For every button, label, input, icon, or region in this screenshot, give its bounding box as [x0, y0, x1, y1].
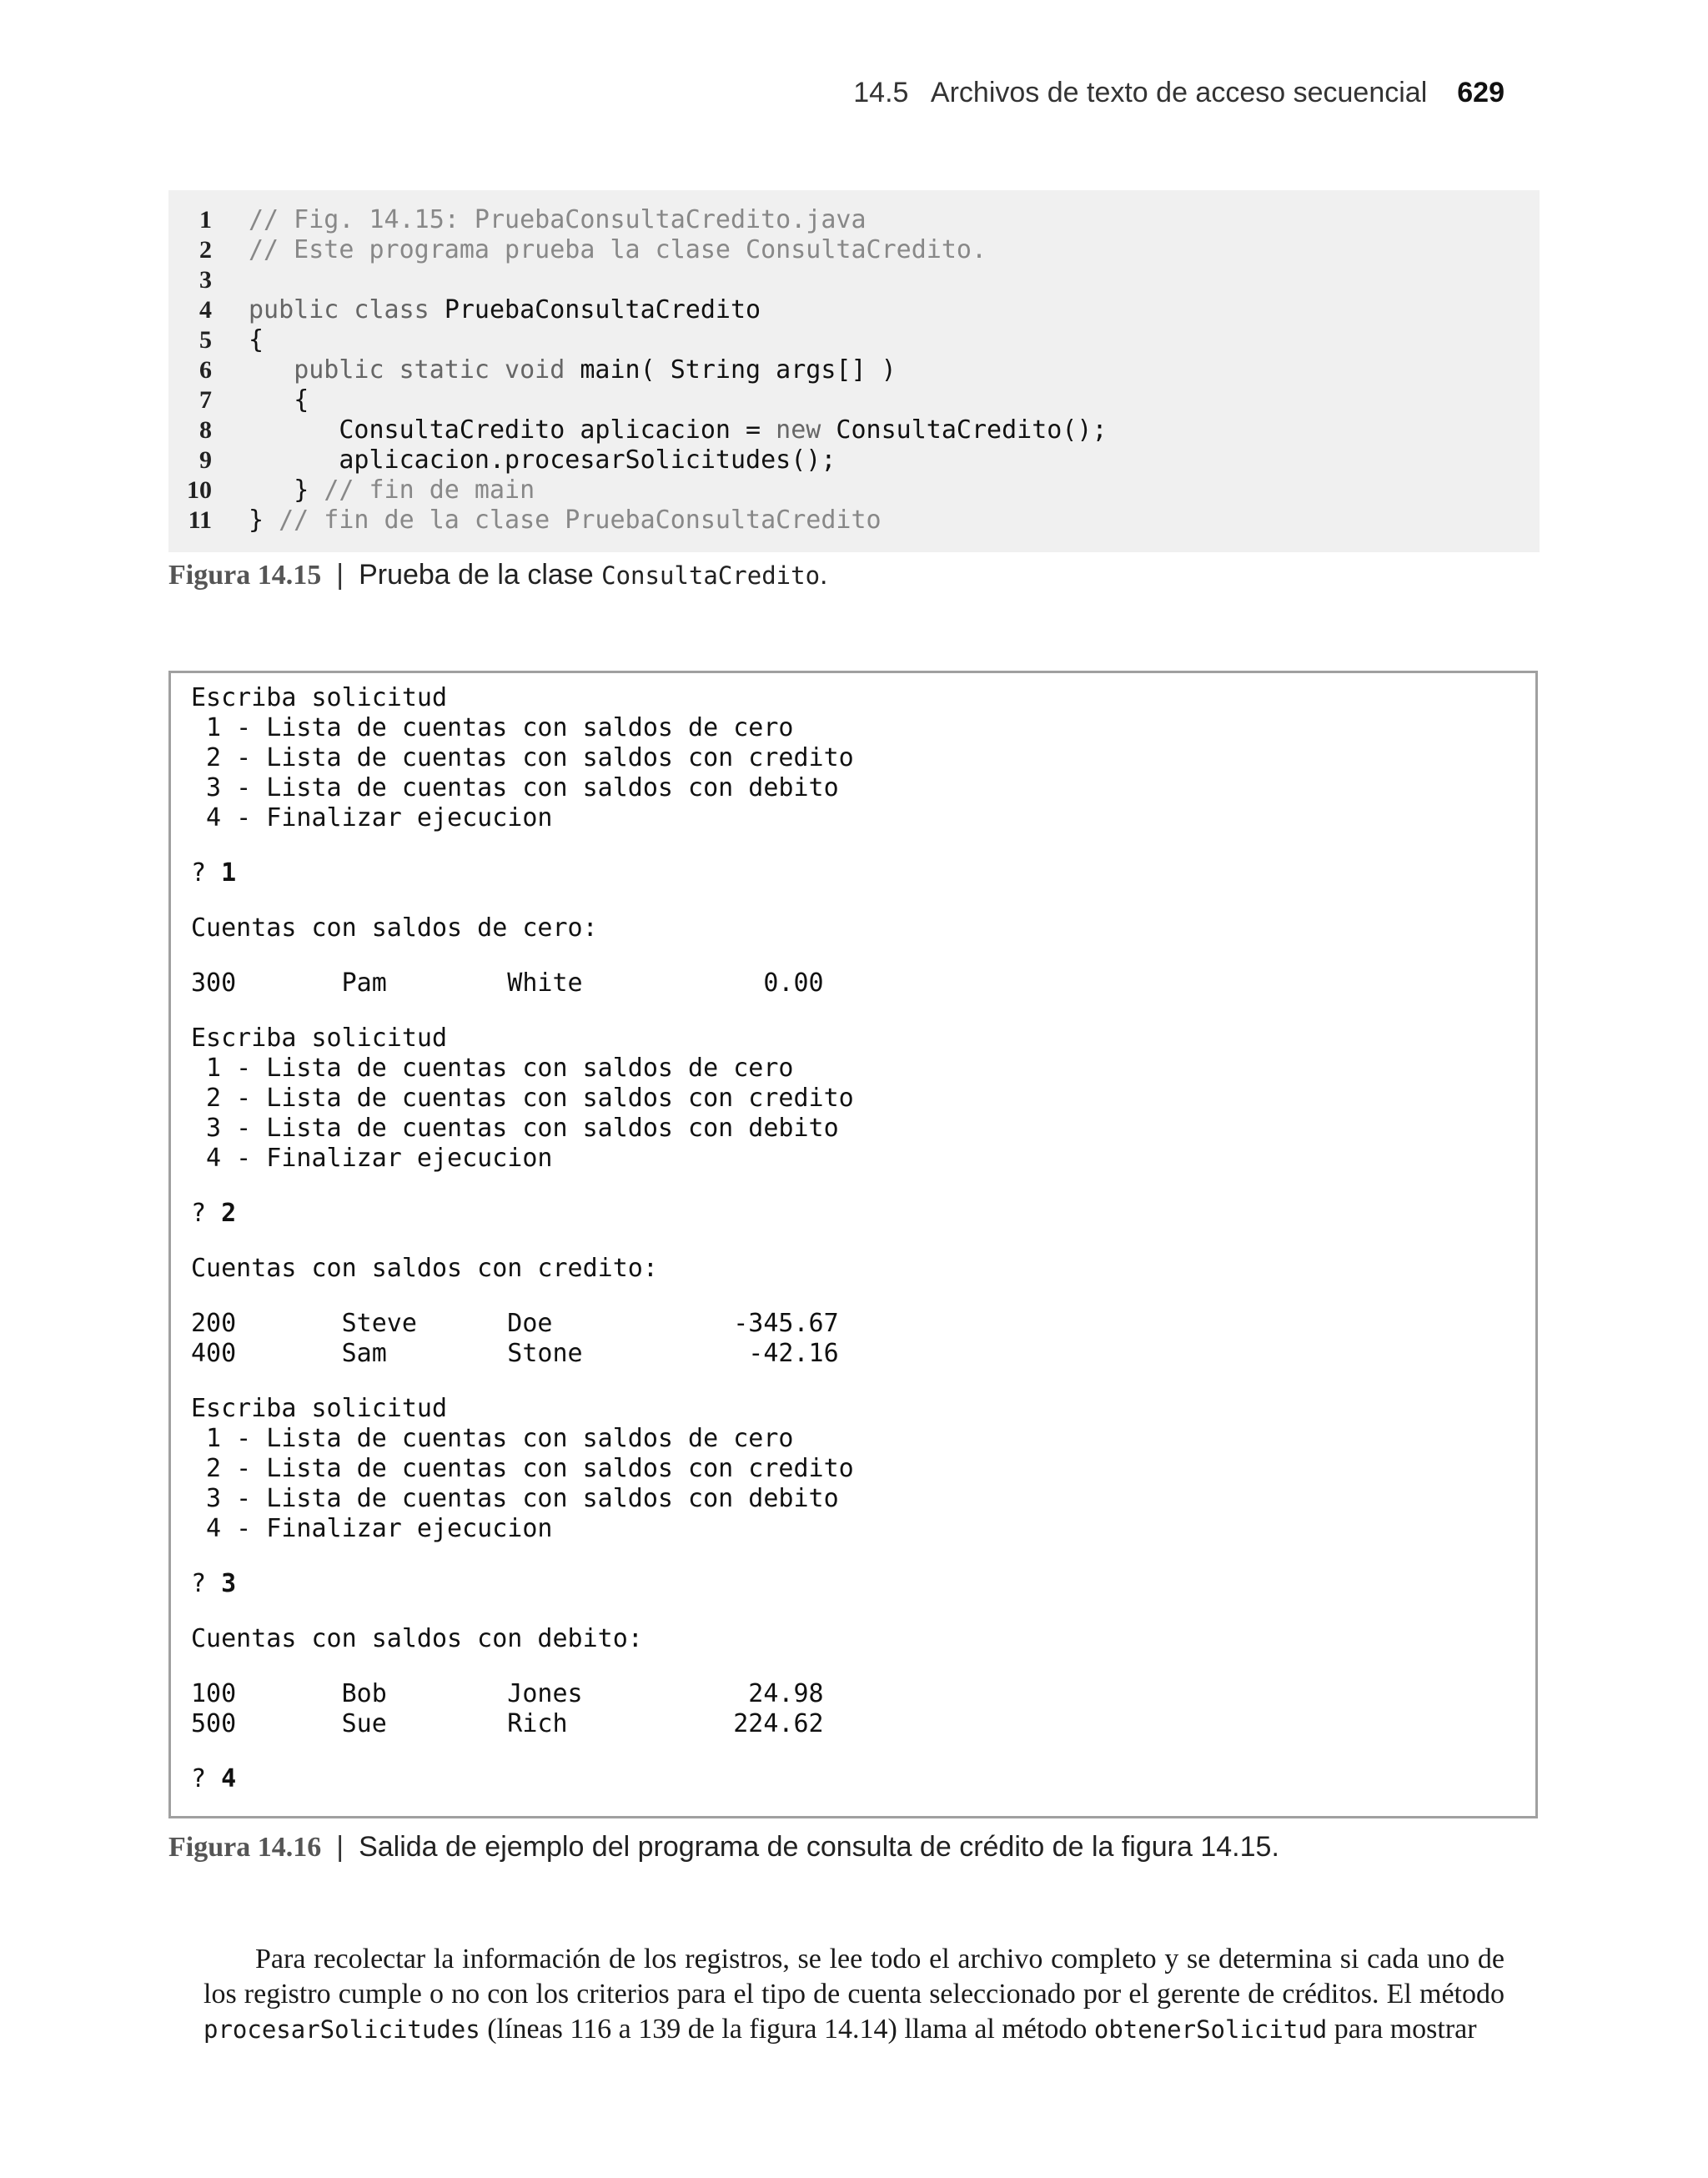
caption-separator: | [336, 559, 344, 591]
output-line [191, 743, 854, 773]
output-text: 300 Pam White 0.00 [191, 968, 824, 998]
section-title: Archivos de texto de acceso secuencial [930, 77, 1428, 108]
output-line [191, 1084, 854, 1114]
paragraph-text-2: (líneas 116 a 139 de la figura 14.14) llama al método [480, 2014, 1094, 2045]
prompt-line [191, 1199, 236, 1229]
caption-separator: | [336, 1831, 344, 1863]
code-indent [249, 355, 294, 385]
output-line [191, 1454, 854, 1484]
output-text: ? [191, 1199, 222, 1228]
page-number: 629 [1457, 77, 1505, 108]
code-text [249, 295, 761, 325]
figure-caption-14-15 [168, 559, 828, 591]
output-line [191, 1024, 447, 1054]
code-line [168, 235, 1540, 265]
output-text: Cuentas con saldos con credito: [191, 1254, 658, 1283]
output-text: Cuentas con saldos de cero: [191, 913, 598, 943]
code-line [168, 295, 1540, 325]
output-text: 2 - Lista de cuentas con saldos con credito [191, 1084, 854, 1113]
output-line [191, 1679, 824, 1709]
code-line [168, 205, 1540, 235]
code-token: PruebaConsultaCredito [444, 295, 761, 324]
code-token: main( String args[] ) [580, 355, 897, 385]
output-line [191, 1054, 793, 1084]
figure-caption-14-16 [168, 1831, 1279, 1864]
code-text [249, 325, 264, 355]
output-text: 3 - Lista de cuentas con saldos con debito [191, 773, 839, 802]
output-text: 4 - Finalizar ejecucion [191, 1514, 553, 1543]
code-token: } [294, 475, 324, 505]
code-text [249, 385, 309, 415]
code-line [168, 385, 1540, 415]
output-line [191, 913, 598, 943]
method-procesarSolicitudes: procesarSolicitudes [203, 2015, 480, 2044]
code-text [249, 355, 897, 385]
output-line [191, 1309, 839, 1339]
program-output-box [168, 671, 1538, 1818]
code-line [168, 415, 1540, 445]
code-listing [168, 190, 1540, 552]
prompt-line [191, 1764, 236, 1794]
code-token: ConsultaCredito aplicacion = [339, 415, 776, 445]
code-token: } [249, 506, 279, 535]
line-number: 7 [199, 386, 212, 414]
code-line [168, 475, 1540, 506]
caption-text: Prueba de la clase [359, 559, 602, 591]
output-line [191, 1624, 643, 1654]
output-line [191, 1114, 839, 1144]
output-text: 3 - Lista de cuentas con saldos con debito [191, 1484, 839, 1513]
line-number: 8 [199, 416, 212, 444]
user-input: 3 [221, 1569, 237, 1598]
code-text [249, 205, 867, 235]
code-comment: // Este programa prueba la clase ConsultaCredito. [249, 235, 987, 264]
output-line [191, 1514, 552, 1544]
output-text: 100 Bob Jones 24.98 [191, 1679, 824, 1708]
figure-label: Figura 14.15 [168, 560, 322, 591]
output-line [191, 803, 552, 833]
output-text: 3 - Lista de cuentas con saldos con debito [191, 1114, 839, 1143]
line-number: 1 [199, 206, 212, 234]
output-line [191, 683, 447, 713]
line-number: 10 [187, 476, 212, 504]
code-line [168, 265, 1540, 295]
code-text [249, 235, 987, 265]
code-indent [249, 385, 294, 415]
code-token: ConsultaCredito(); [836, 415, 1108, 445]
running-header [853, 77, 1505, 109]
output-line [191, 1424, 793, 1454]
line-number: 11 [188, 506, 212, 534]
code-comment: // Fig. 14.15: PruebaConsultaCredito.java [249, 205, 867, 234]
code-line [168, 325, 1540, 355]
output-text: Escriba solicitud [191, 1024, 448, 1053]
user-input: 4 [221, 1764, 237, 1793]
output-line [191, 1484, 839, 1514]
line-number: 2 [199, 236, 212, 264]
output-text: 500 Sue Rich 224.62 [191, 1709, 824, 1738]
output-text: ? [191, 1764, 222, 1793]
output-text: 4 - Finalizar ejecucion [191, 803, 553, 832]
output-text: 1 - Lista de cuentas con saldos de cero [191, 1424, 794, 1453]
output-text: 2 - Lista de cuentas con saldos con credito [191, 743, 854, 772]
code-text [249, 445, 836, 475]
line-number: 9 [199, 446, 212, 474]
output-line [191, 773, 839, 803]
line-number: 3 [199, 266, 212, 294]
code-comment: // fin de la clase PruebaConsultaCredito [279, 506, 882, 535]
code-token: { [249, 325, 264, 355]
output-text: 1 - Lista de cuentas con saldos de cero [191, 1054, 794, 1083]
code-indent [249, 415, 339, 445]
line-number: 6 [199, 356, 212, 384]
caption-end: . [820, 559, 828, 591]
output-text: ? [191, 858, 222, 888]
method-obtenerSolicitud: obtenerSolicitud [1093, 2015, 1328, 2044]
output-line [191, 1339, 839, 1369]
output-text: 400 Sam Stone -42.16 [191, 1339, 839, 1368]
output-text: 4 - Finalizar ejecucion [191, 1144, 553, 1173]
code-line [168, 506, 1540, 536]
output-line [191, 1144, 552, 1174]
output-line [191, 968, 824, 998]
code-text [249, 475, 535, 506]
section-number: 14.5 [853, 77, 909, 108]
code-line [168, 445, 1540, 475]
line-number: 4 [199, 296, 212, 324]
code-line [168, 355, 1540, 385]
output-text: 2 - Lista de cuentas con saldos con credito [191, 1454, 854, 1483]
output-line [191, 1394, 447, 1424]
user-input: 1 [221, 858, 237, 888]
user-input: 2 [221, 1199, 237, 1228]
output-text: 200 Steve Doe -345.67 [191, 1309, 839, 1338]
prompt-line [191, 1569, 236, 1599]
code-token: aplicacion.procesarSolicitudes(); [339, 445, 836, 475]
figure-label: Figura 14.16 [168, 1832, 322, 1863]
code-keyword: public static void [294, 355, 580, 385]
code-text [249, 415, 1108, 445]
output-text: ? [191, 1569, 222, 1598]
output-text: 1 - Lista de cuentas con saldos de cero [191, 713, 794, 742]
code-comment: // fin de main [324, 475, 535, 505]
output-line [191, 1254, 658, 1284]
prompt-line [191, 858, 236, 888]
output-text: Cuentas con saldos con debito: [191, 1624, 643, 1653]
code-indent [249, 475, 294, 505]
line-number: 5 [199, 326, 212, 354]
paragraph-text-1: Para recolectar la información de los registros, se lee todo el archivo completo y se determina si cada uno de los registro cumple o no con los criterios para el tipo de cuenta seleccionado por el gerente de créditos. El método [203, 1944, 1505, 2009]
caption-code: ConsultaCredito [601, 561, 821, 590]
code-keyword: new [776, 415, 836, 445]
caption-text: Salida de ejemplo del programa de consulta de crédito de la figura 14.15. [359, 1831, 1279, 1863]
code-indent [249, 445, 339, 475]
output-line [191, 1709, 824, 1739]
code-token: { [294, 385, 309, 415]
output-line [191, 713, 793, 743]
body-paragraph [203, 1942, 1505, 2047]
code-text [249, 506, 882, 536]
output-text: Escriba solicitud [191, 1394, 448, 1423]
output-text: Escriba solicitud [191, 683, 448, 712]
code-keyword: public class [249, 295, 445, 324]
paragraph-text-3: para mostrar [1327, 2014, 1477, 2045]
